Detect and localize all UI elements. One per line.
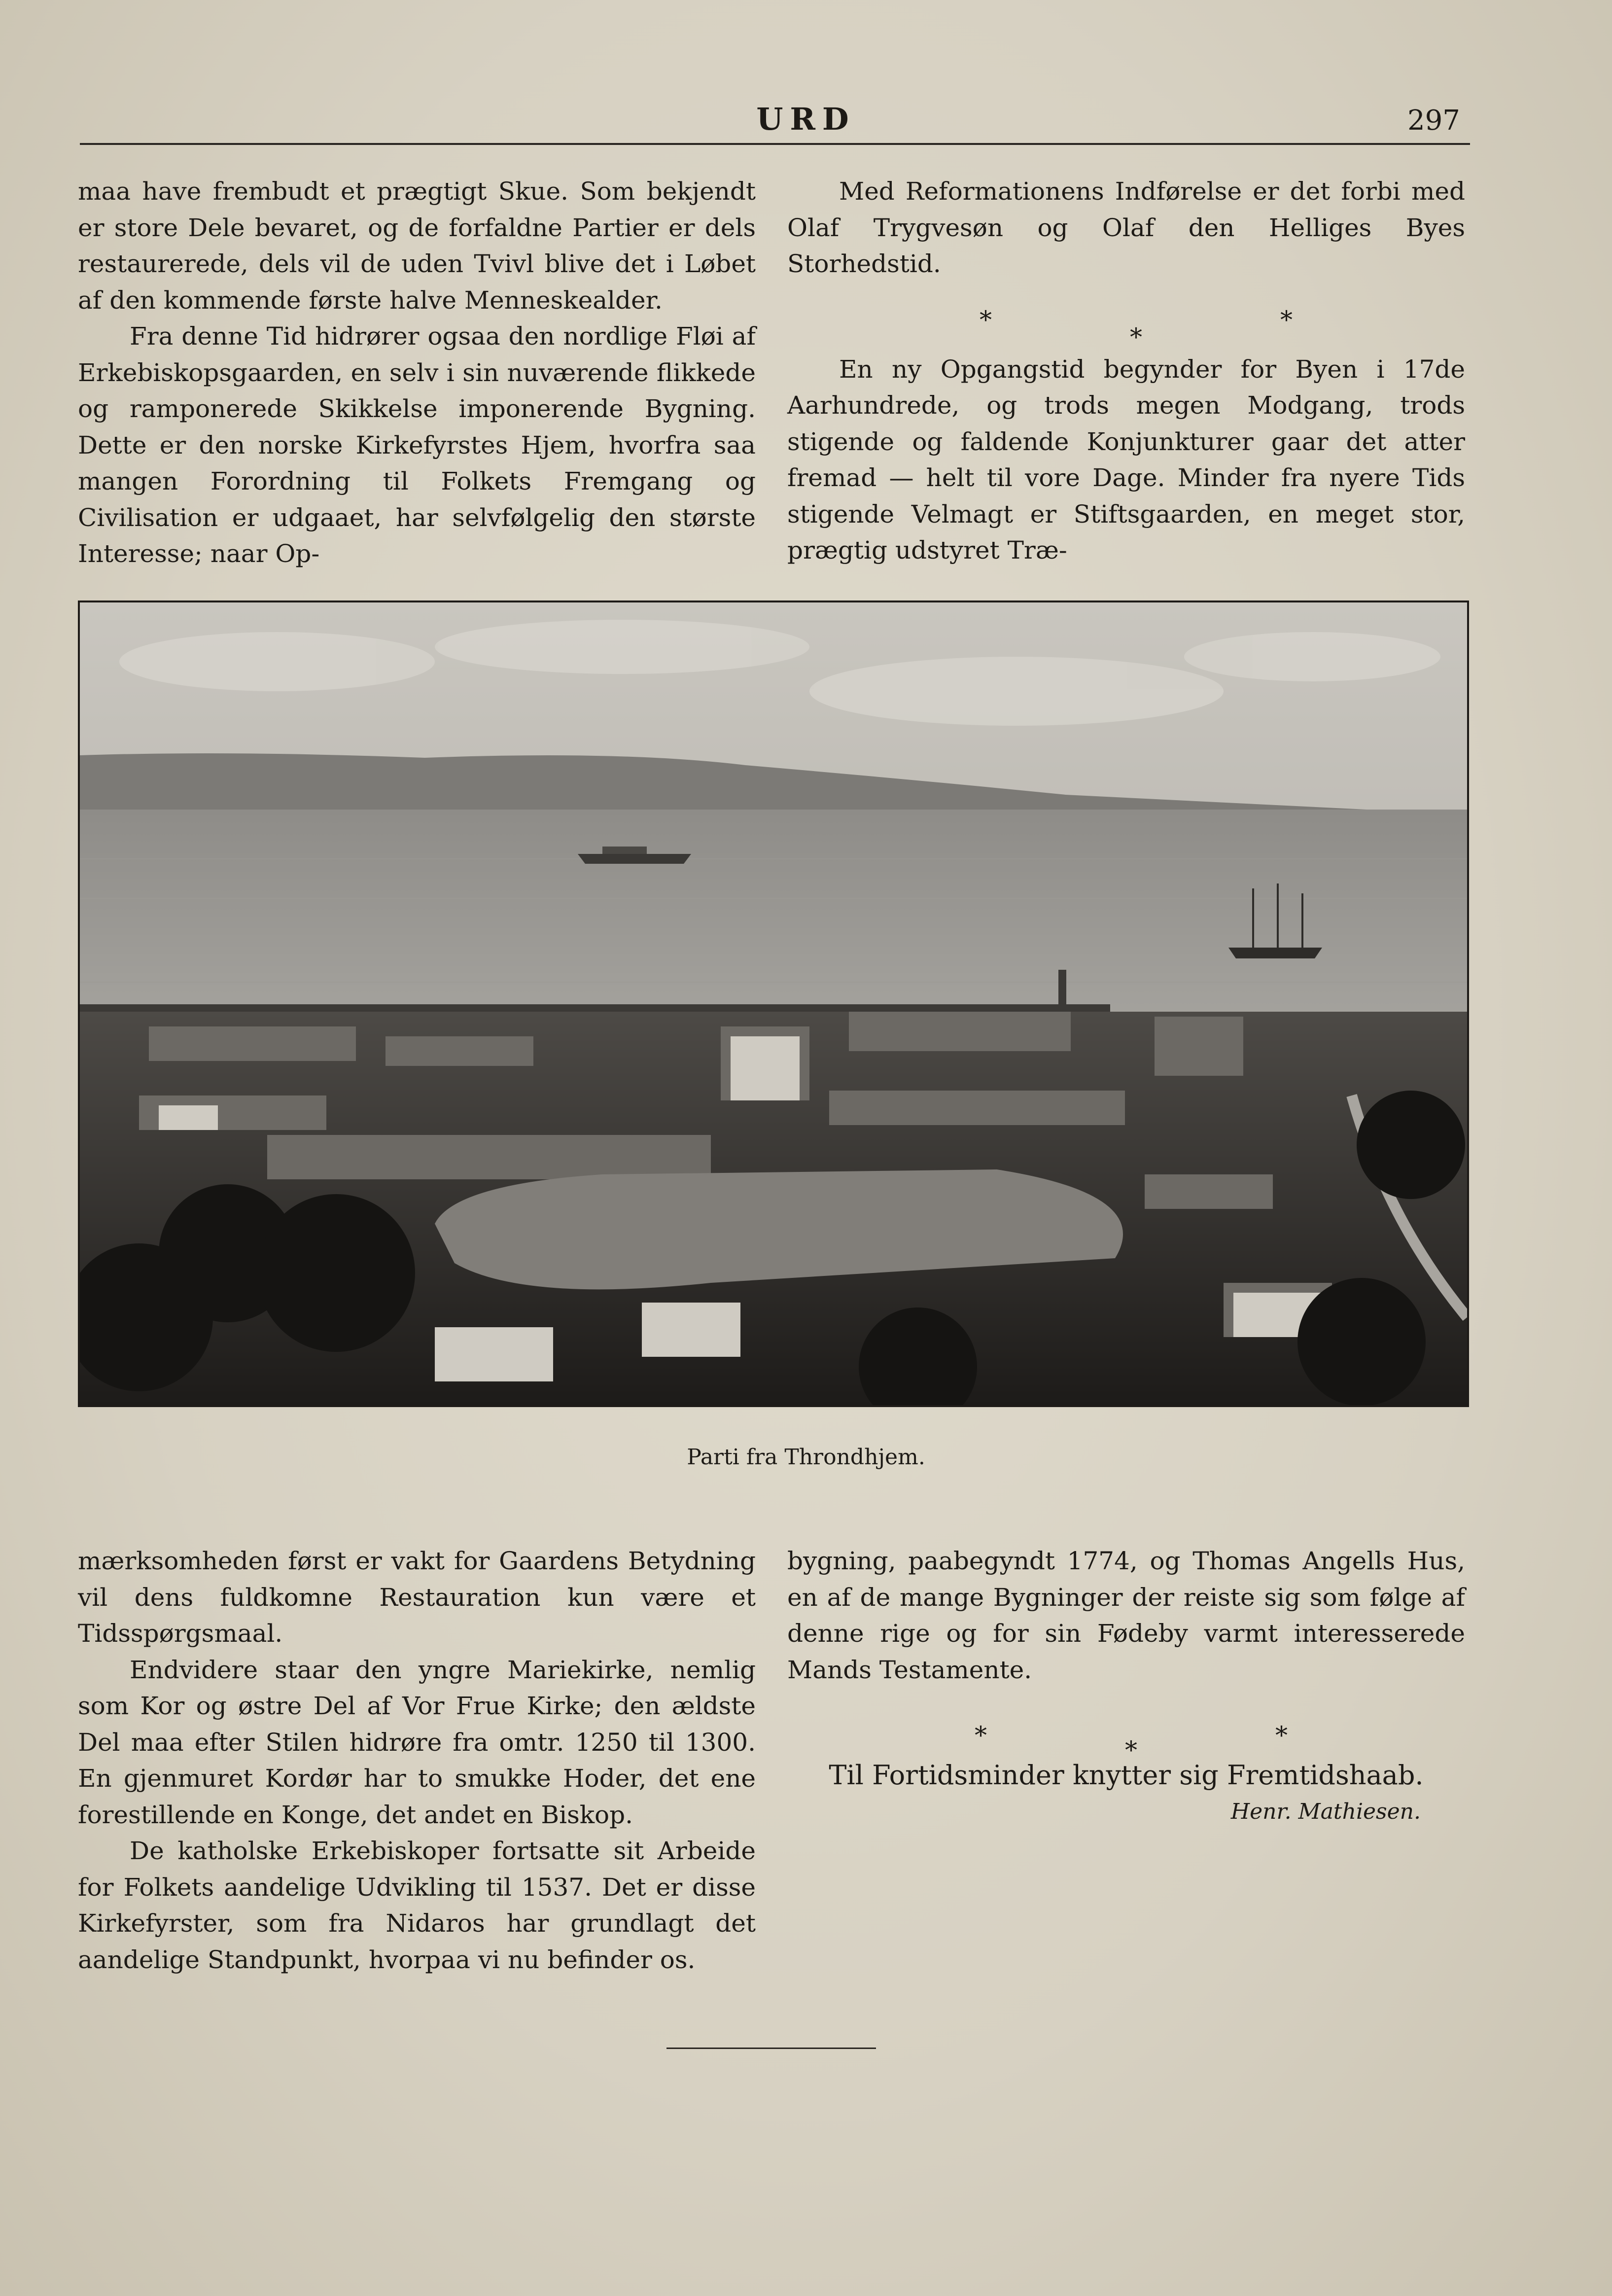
star: * <box>1130 322 1142 352</box>
author-signature: Henr. Mathiesen. <box>1230 1799 1421 1824</box>
photograph-trondheim <box>78 600 1469 1407</box>
paragraph: Fra denne Tid hidrører ogsaa den nordlige Fløi af Erkebiskopsgaarden, en selv i sin nuværende flikkede og ramponerede Skikkelse imponerende Bygning. Dette er den norske Kirkefyrstes Hjem, hvorfra saa mangen Forordning til Folkets Fremgang og Civilisation er udgaaet, har selvfølgelig den største Interesse; naar Op- <box>78 322 756 568</box>
end-rule <box>666 2048 876 2049</box>
paragraph: maa have frembudt et prægtigt Skue. Som bekjendt er store Dele bevaret, og de forfaldne Partier er dels restaurerede, dels vil de uden Tvivl blive det i Løbet af den kommende første halve Menneskealder. <box>78 177 756 315</box>
star: * <box>1280 305 1293 334</box>
star: * <box>980 305 992 334</box>
column-bottom-right <box>787 1543 1465 1830</box>
paragraph: Endvidere staar den yngre Mariekirke, nemlig som Kor og østre Del af Vor Frue Kirke; den ældste Del maa efter Stilen hidrøre fra omtr. 1250 til 1300. En gjenmuret Kordør har to smukke Hoder, det ene forestillende en Konge, det andet en Biskop. <box>78 1655 756 1829</box>
paragraph: De katholske Erkebiskoper fortsatte sit Arbeide for Folkets aandelige Udvikling til 1537. Det er disse Kirkefyrster, som fra Nidaros har grundlagt det aandelige Standpunkt, hvorpaa vi nu befinder os. <box>78 1837 756 1974</box>
column-bottom-left <box>78 1543 756 1978</box>
star: * <box>975 1721 987 1750</box>
figure-caption: Parti fra Throndhjem. <box>687 1445 925 1470</box>
paragraph: En ny Opgangstid begynder for Byen i 17de Aarhundrede, og trods megen Modgang, trods stigende og faldende Konjunkturer gaar det atter fremad — helt til vore Dage. Minder fra nyere Tids stigende Velmagt er Stiftsgaarden, en meget stor, prægtig udstyret Træ- <box>787 354 1465 565</box>
section-break-stars <box>787 283 1465 352</box>
paragraph: bygning, paabegyndt 1774, og Thomas Angells Hus, en af de mange Bygninger der reiste sig som følge af denne rige og for sin Fødeby varmt interesserede Mands Testamente. <box>787 1547 1465 1684</box>
paragraph: mærksomheden først er vakt for Gaardens Betydning vil dens fuldkomne Restauration kun være et Tidsspørgsmaal. <box>78 1547 756 1648</box>
star: * <box>1275 1721 1288 1750</box>
section-break-stars <box>787 1688 1465 1765</box>
page-number: 297 <box>1407 105 1460 137</box>
star: * <box>1125 1736 1137 1765</box>
column-top-right <box>787 174 1465 569</box>
header-rule <box>80 143 1470 145</box>
motto: Til Fortidsminder knytter sig Fremtidshaab. <box>829 1760 1424 1791</box>
paragraph: Med Reformationens Indførelse er det forbi med Olaf Trygvesøn og Olaf den Helliges Byes Storhedstid. <box>787 177 1465 278</box>
column-top-left <box>78 174 756 572</box>
journal-title: URD <box>756 101 856 137</box>
